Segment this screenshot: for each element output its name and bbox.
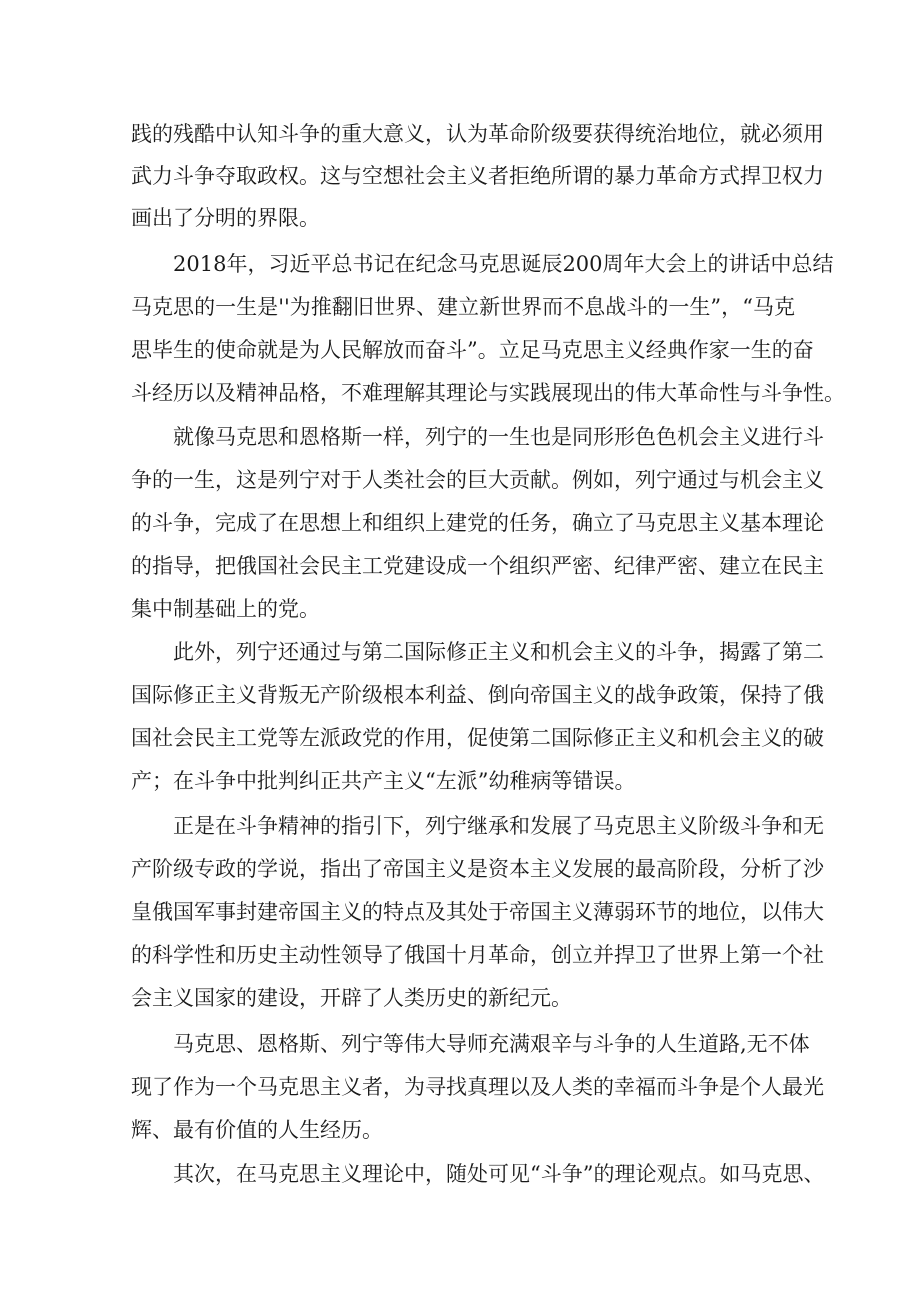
paragraph-6-line-2: 现了作为一个马克思主义者，为寻找真理以及人类的幸福而斗争是个人最光 xyxy=(131,1075,824,1099)
paragraph-5-line-1: 正是在斗争精神的指引下，列宁继承和发展了马克思主义阶级斗争和无 xyxy=(173,814,824,838)
paragraph-1-line-2: 武力斗争夺取政权。这与空想社会主义者拒绝所谓的暴力革命方式捍卫权力 xyxy=(131,164,824,188)
paragraph-3-line-3: 的斗争，完成了在思想上和组织上建党的任务，确立了马克思主义基本理论 xyxy=(131,511,824,535)
paragraph-2-line-3: 思毕生的使命就是为人民解放而奋斗”。立足马克思主义经典作家一生的奋 xyxy=(131,338,814,362)
paragraph-4-line-1: 此外，列宁还通过与第二国际修正主义和机会主义的斗争，揭露了第二 xyxy=(173,640,824,664)
paragraph-3-line-2: 争的一生，这是列宁对于人类社会的巨大贡献。例如，列宁通过与机会主义 xyxy=(131,468,824,492)
paragraph-3-line-1: 就像马克思和恩格斯一样，列宁的一生也是同形形色色机会主义进行斗 xyxy=(173,425,824,449)
paragraph-4-line-2: 国际修正主义背叛无产阶级根本利益、倒向帝国主义的战争政策，保持了俄 xyxy=(131,683,824,707)
paragraph-7-line-1: 其次，在马克思主义理论中，随处可见“斗争”的理论观点。如马克思、 xyxy=(173,1162,825,1186)
paragraph-6-line-1: 马克思、恩格斯、列宁等伟大导师充满艰辛与斗争的人生道路,无不体 xyxy=(173,1032,810,1056)
paragraph-5-line-4: 的科学性和历史主动性领导了俄国十月革命，创立并捍卫了世界上第一个社 xyxy=(131,943,824,967)
paragraph-1-line-3: 画出了分明的界限。 xyxy=(131,206,320,230)
paragraph-4-line-4: 产；在斗争中批判纠正共产主义“左派”幼稚病等错误。 xyxy=(131,769,636,793)
paragraph-4-line-3: 国社会民主工党等左派政党的作用，促使第二国际修正主义和机会主义的破 xyxy=(131,726,824,750)
paragraph-3-line-5: 集中制基础上的党。 xyxy=(131,597,320,621)
paragraph-2-line-2: 马克思的一生是''为推翻旧世界、建立新世界而不息战斗的一生”，“马克 xyxy=(131,295,795,319)
paragraph-5-line-5: 会主义国家的建设，开辟了人类历史的新纪元。 xyxy=(131,986,572,1010)
paragraph-2-line-4: 斗经历以及精神品格，不难理解其理论与实践展现出的伟大革命性与斗争性。 xyxy=(131,381,845,405)
paragraph-1-line-1: 践的残酷中认知斗争的重大意义，认为革命阶级要获得统治地位，就必须用 xyxy=(131,122,824,146)
paragraph-5-line-3: 皇俄国军事封建帝国主义的特点及其处于帝国主义薄弱环节的地位，以伟大 xyxy=(131,900,824,924)
paragraph-2-line-1: 2018年，习近平总书记在纪念马克思诞辰200周年大会上的讲话中总结 xyxy=(173,252,834,276)
paragraph-3-line-4: 的指导，把俄国社会民主工党建设成一个组织严密、纪律严密、建立在民主 xyxy=(131,554,824,578)
paragraph-5-line-2: 产阶级专政的学说，指出了帝国主义是资本主义发展的最高阶段，分析了沙 xyxy=(131,857,824,881)
paragraph-6-line-3: 辉、最有价值的人生经历。 xyxy=(131,1118,383,1142)
